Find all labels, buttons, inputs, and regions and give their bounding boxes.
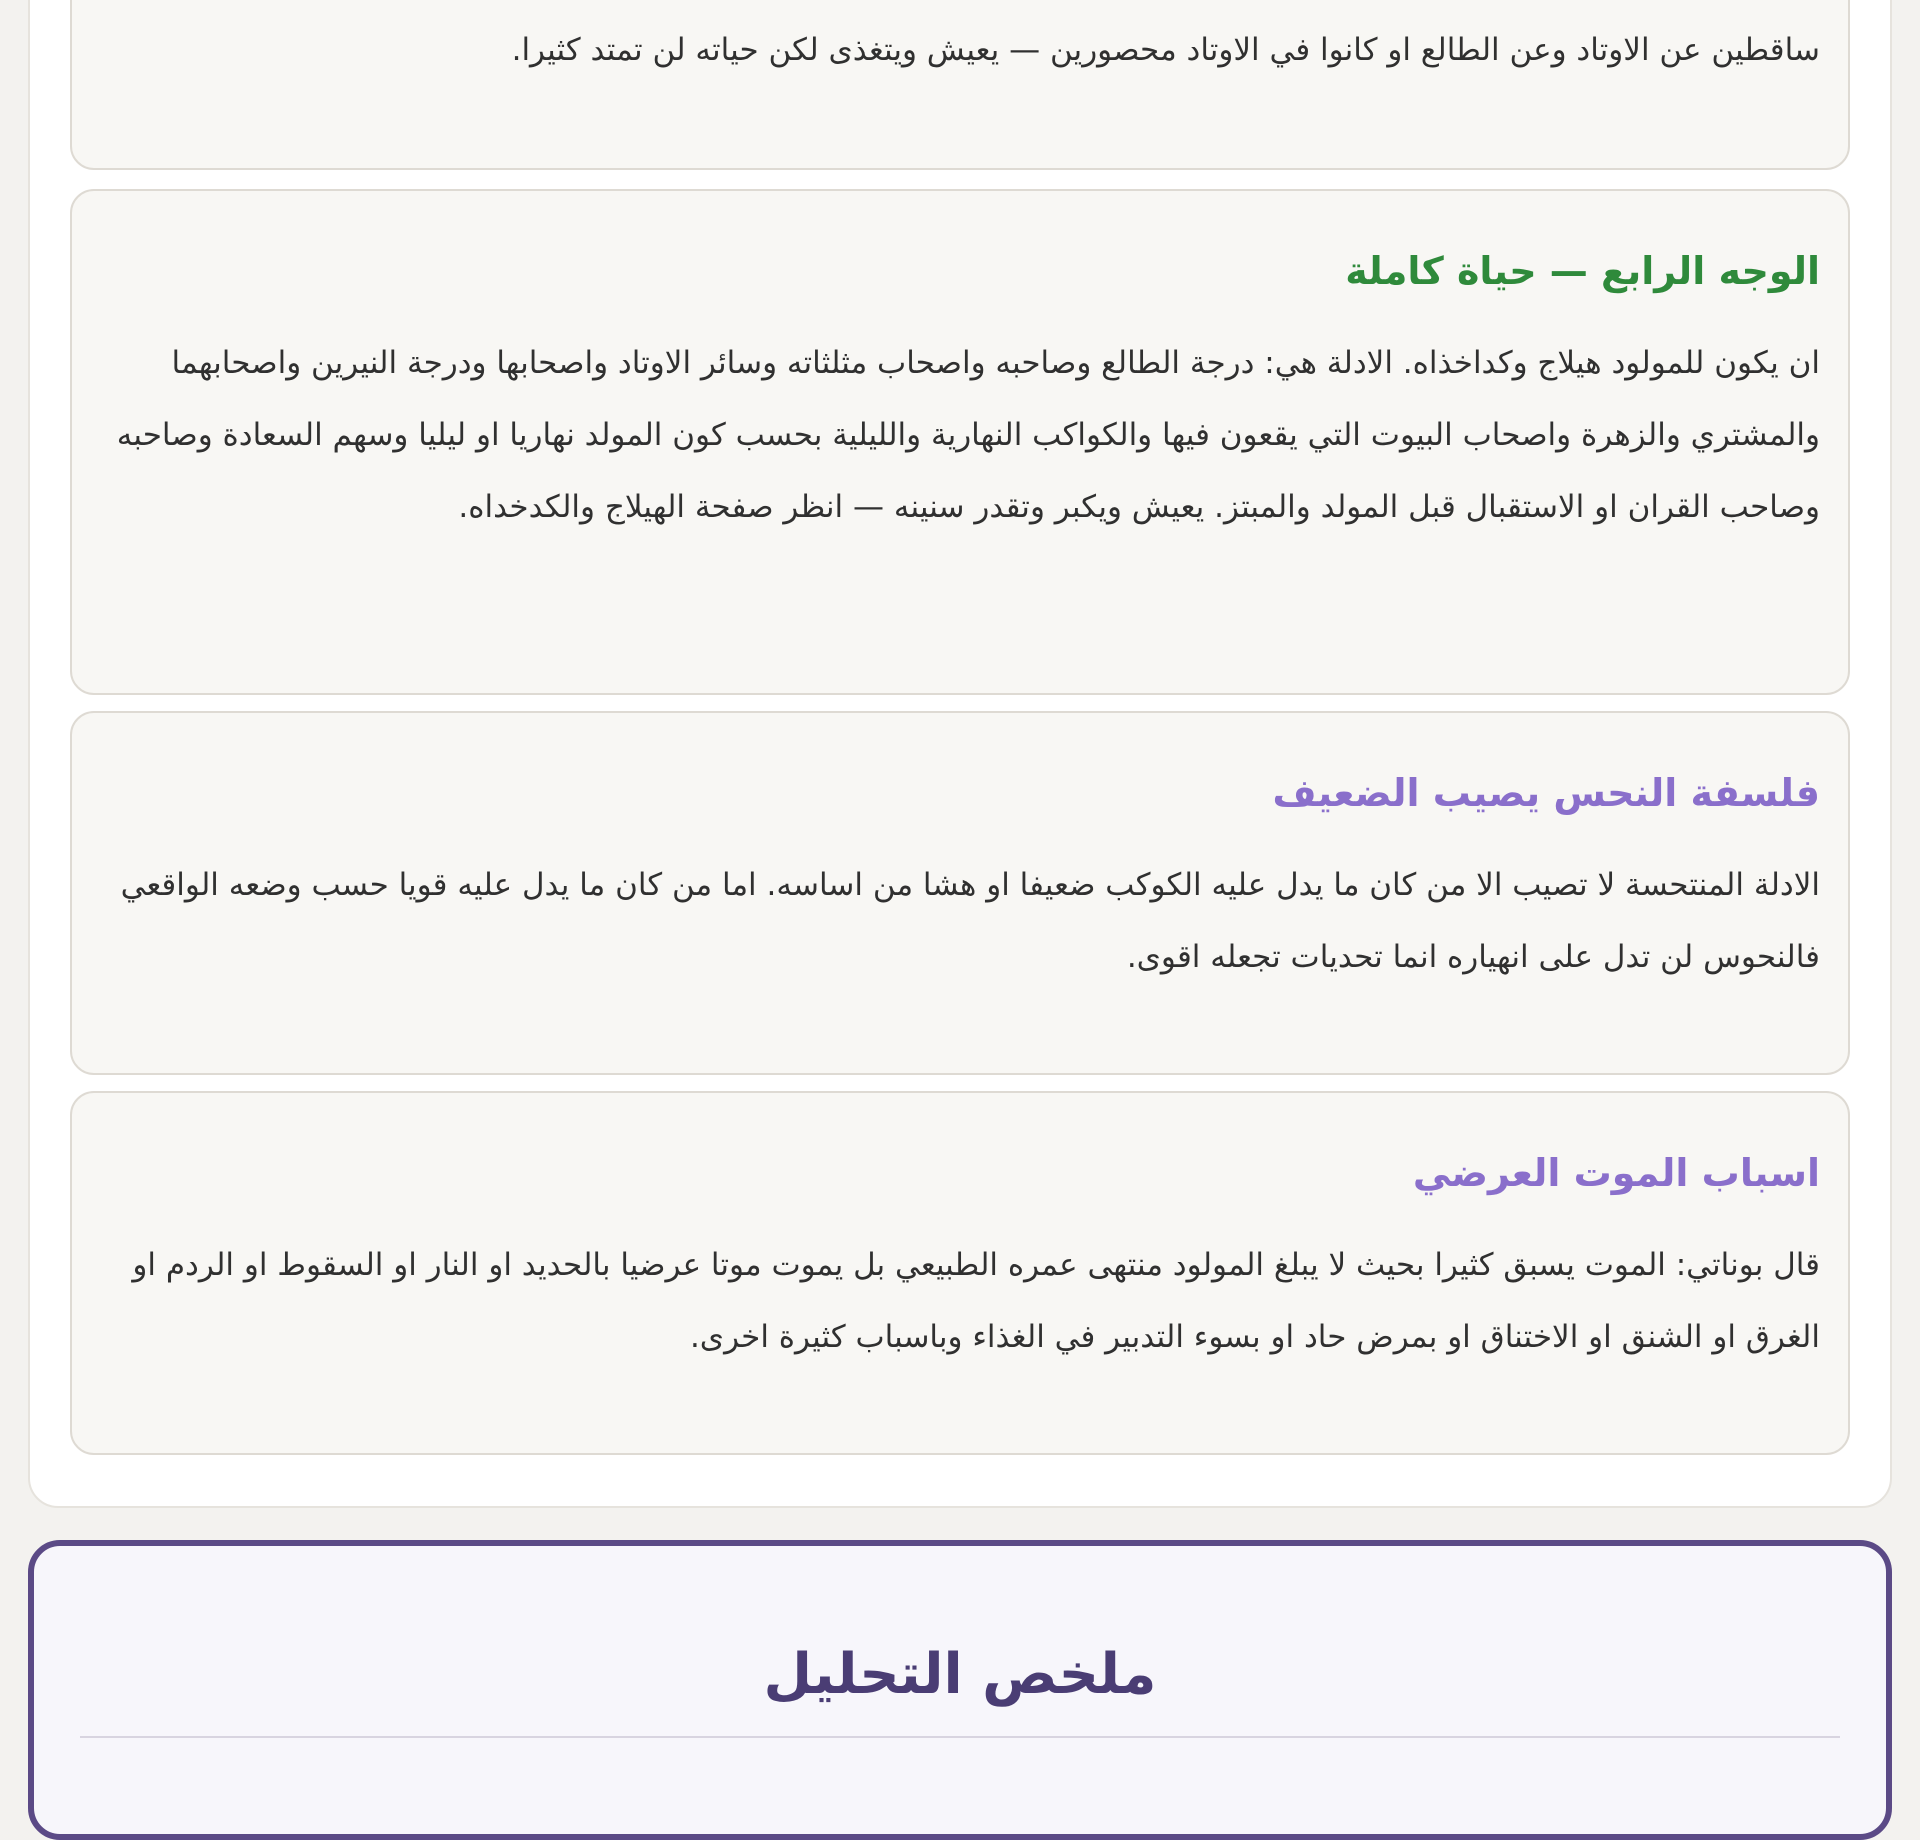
section-body: قال بوناتي: الموت يسبق كثيرا بحيث لا يبلغ المولود منتهى عمره الطبيعي بل يموت موتا عرضيا بالحديد او النار او السقوط او الردم او الغرق او الشنق او الاختناق او بمرض حاد او بسوء التدبير في الغذاء وباسباب كثيرة اخرى. [132,1246,1820,1355]
section-card-accidental-death [70,1091,1850,1455]
section-body: ان يكون للمولود هيلاج وكداخذاه. الادلة هي: درجة الطالع وصاحبه واصحاب مثلثاته وسائر الاوتاد واصحابها ودرجة النيرين واصحابهما والمشتري والزهرة واصحاب البيوت التي يقعون فيها والكواكب النهارية والليلية بحسب كون المولد نهاريا او ليليا وسهم السعادة وصاحبه وصاحب القران او الاستقبال قبل المولد والمبتز. يعيش ويكبر وتقدر سنينه — انظر صفحة الهيلاج والكدخداه. [116,344,1820,525]
section-title: اسباب الموت العرضي [1412,1151,1820,1195]
section-title: فلسفة النحس يصيب الضعيف [1272,771,1820,815]
section-title: الوجه الرابع — حياة كاملة [1345,249,1820,293]
summary-divider [80,1736,1840,1738]
section-card-fourth-aspect [70,189,1850,695]
summary-card [28,1540,1892,1840]
section-body: الادلة المنتحسة لا تصيب الا من كان ما يدل عليه الكوكب ضعيفا او هشا من اساسه. اما من كان ما يدل عليه قويا حسب وضعه الواقعي فالنحوس لن تدل على انهياره انما تحديات تجعله اقوى. [120,866,1820,975]
section-card-philosophy [70,711,1850,1075]
section-body: ساقطين عن الاوتاد وعن الطالع او كانوا في الاوتاد محصورين — يعيش ويتغذى لكن حياته لن تمتد كثيرا. [511,32,1820,68]
section-card-previous [70,0,1850,170]
summary-title: ملخص التحليل [763,1642,1157,1707]
